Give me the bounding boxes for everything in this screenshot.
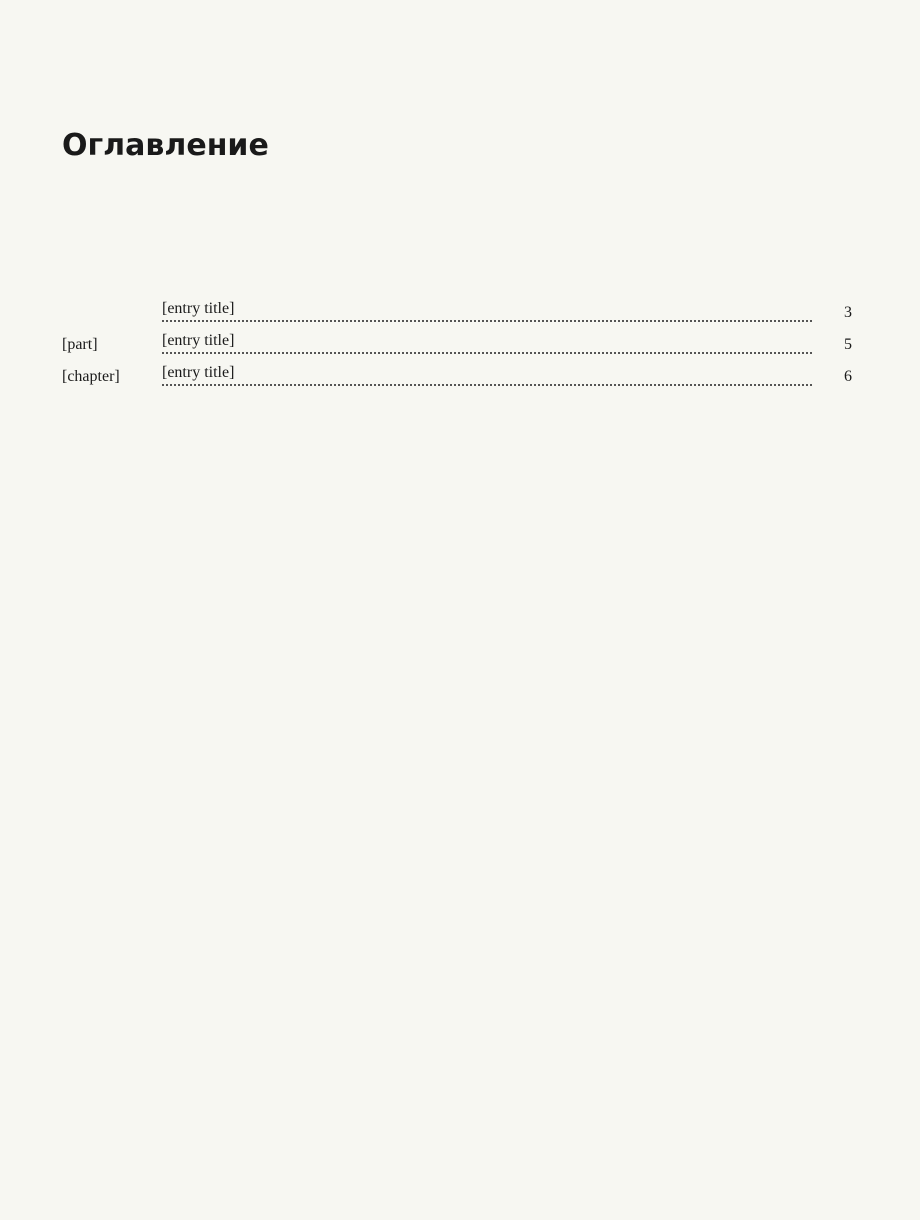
toc-page: 3 [844, 304, 852, 321]
toc-row [62, 364, 852, 386]
toc-page: 6 [844, 368, 852, 385]
toc-page: 5 [844, 336, 852, 353]
toc-row [62, 332, 852, 354]
toc-label: [chapter] [62, 368, 120, 385]
toc-heading: Оглавление [62, 128, 269, 163]
toc-row [62, 300, 852, 322]
toc-title: [entry title] [162, 332, 812, 354]
toc-title: [entry title] [162, 364, 812, 386]
toc-title: [entry title] [162, 300, 812, 322]
toc-list [62, 300, 852, 396]
toc-label: [part] [62, 336, 98, 353]
